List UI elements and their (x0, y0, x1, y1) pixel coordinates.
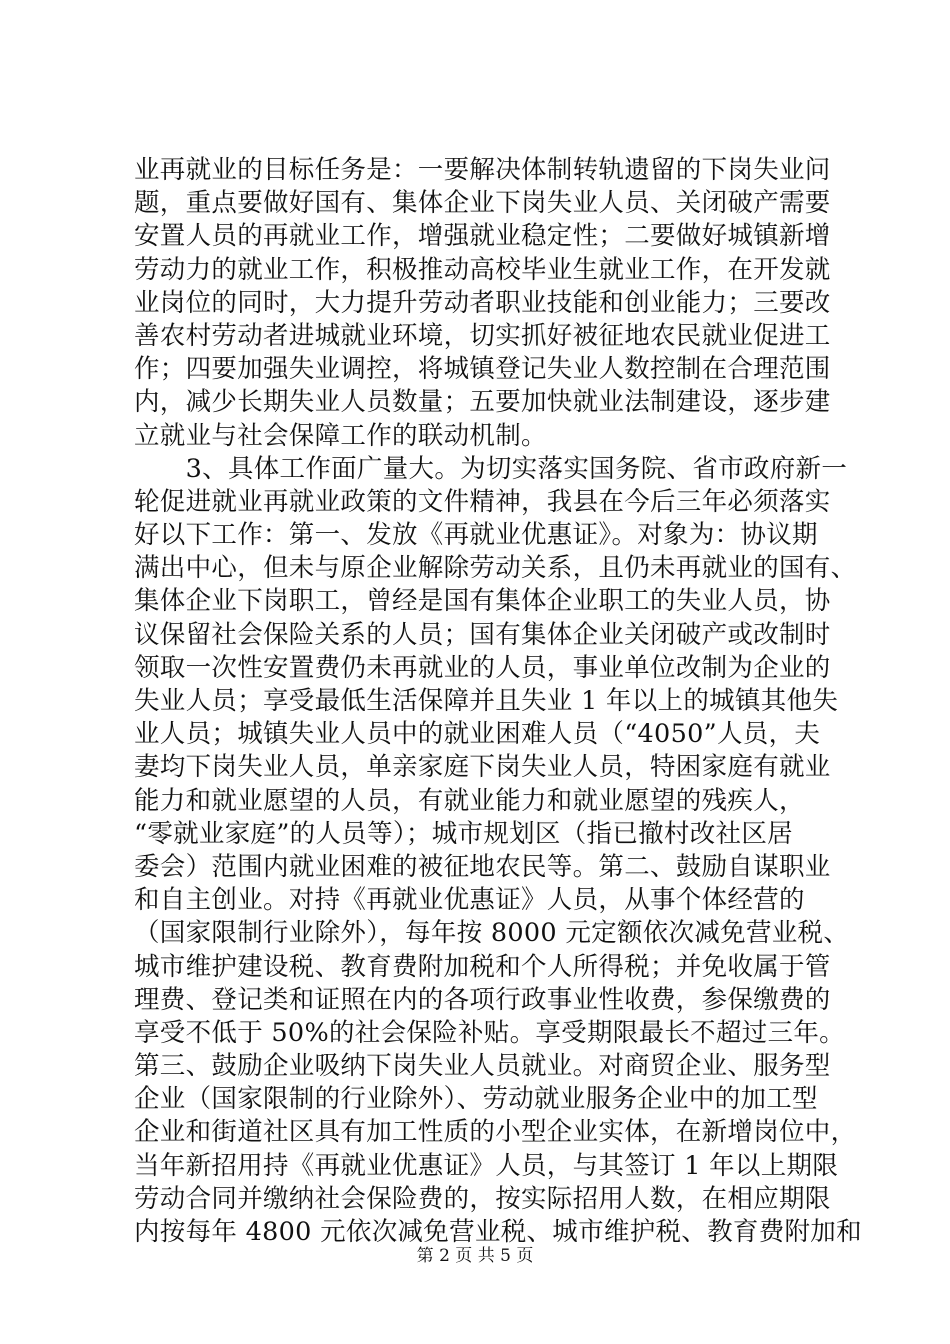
text-line: （国家限制行业除外），每年按 8000 元定额依次减免营业税、 (134, 918, 850, 949)
text-line: “零就业家庭”的人员等）；城市规划区（指已撤村改社区居 (134, 818, 793, 849)
text-line: 理费、登记类和证照在内的各项行政事业性收费，参保缴费的 (134, 984, 831, 1015)
text-line: 善农村劳动者进城就业环境，切实抓好被征地农民就业促进工 (134, 320, 831, 351)
text-line: 议保留社会保险关系的人员；国有集体企业关闭破产或改制时 (134, 619, 831, 650)
text-line: 当年新招用持《再就业优惠证》人员，与其签订 1 年以上期限 (134, 1150, 839, 1181)
page-number-footer: 第 2 页 共 5 页 (416, 1246, 534, 1266)
text-line: 作；四要加强失业调控，将城镇登记失业人数控制在合理范围 (134, 354, 831, 385)
text-line: 立就业与社会保障工作的联动机制。 (134, 420, 547, 451)
text-line: 企业和街道社区具有加工性质的小型企业实体，在新增岗位中， (134, 1117, 857, 1148)
text-line: 劳动力的就业工作，积极推动高校毕业生就业工作，在开发就 (134, 254, 831, 285)
text-line: 和自主创业。对持《再就业优惠证》人员，从事个体经营的 (134, 885, 805, 916)
text-line: 妻均下岗失业人员，单亲家庭下岗失业人员，特困家庭有就业 (134, 752, 831, 783)
text-line: 能力和就业愿望的人员，有就业能力和就业愿望的残疾人， (134, 785, 805, 816)
text-line: 满出中心，但未与原企业解除劳动关系，且仍未再就业的国有、 (134, 553, 857, 584)
text-line: 3、具体工作面广量大。为切实落实国务院、省市政府新一 (134, 453, 848, 484)
text-line: 好以下工作：第一、发放《再就业优惠证》。对象为：协议期 (134, 520, 818, 551)
text-line: 失业人员；享受最低生活保障并且失业 1 年以上的城镇其他失 (134, 686, 839, 716)
text-line: 业人员；城镇失业人员中的就业困难人员（“4050”人员，夫 (134, 719, 821, 750)
text-line: 第三、鼓励企业吸纳下岗失业人员就业。对商贸企业、服务型 (134, 1051, 831, 1082)
text-line: 享受不低于 50%的社会保险补贴。享受期限最长不超过三年。 (134, 1017, 845, 1048)
text-line: 内，减少长期失业人员数量；五要加快就业法制建设，逐步建 (134, 387, 831, 418)
text-line: 题，重点要做好国有、集体企业下岗失业人员、关闭破产需要 (134, 188, 831, 219)
text-line: 安置人员的再就业工作，增强就业稳定性；二要做好城镇新增 (134, 221, 831, 252)
text-line: 委会）范围内就业困难的被征地农民等。第二、鼓励自谋职业 (134, 851, 831, 882)
text-line: 城市维护建设税、教育费附加税和个人所得税；并免收属于管 (134, 951, 831, 982)
body-text (134, 154, 862, 1249)
text-line: 企业（国家限制的行业除外）、劳动就业服务企业中的加工型 (134, 1084, 818, 1115)
text-line: 业岗位的同时，大力提升劳动者职业技能和创业能力；三要改 (134, 287, 831, 318)
text-line: 集体企业下岗职工，曾经是国有集体企业职工的失业人员，协 (134, 586, 831, 617)
text-line: 劳动合同并缴纳社会保险费的，按实际招用人数，在相应期限 (134, 1183, 831, 1214)
text-line: 轮促进就业再就业政策的文件精神，我县在今后三年必须落实 (134, 486, 831, 517)
text-line: 业再就业的目标任务是：一要解决体制转轨遗留的下岗失业问 (134, 155, 831, 185)
text-line: 内按每年 4800 元依次减免营业税、城市维护税、教育费附加和 (134, 1217, 862, 1247)
text-line: 领取一次性安置费仍未再就业的人员，事业单位改制为企业的 (134, 652, 831, 683)
